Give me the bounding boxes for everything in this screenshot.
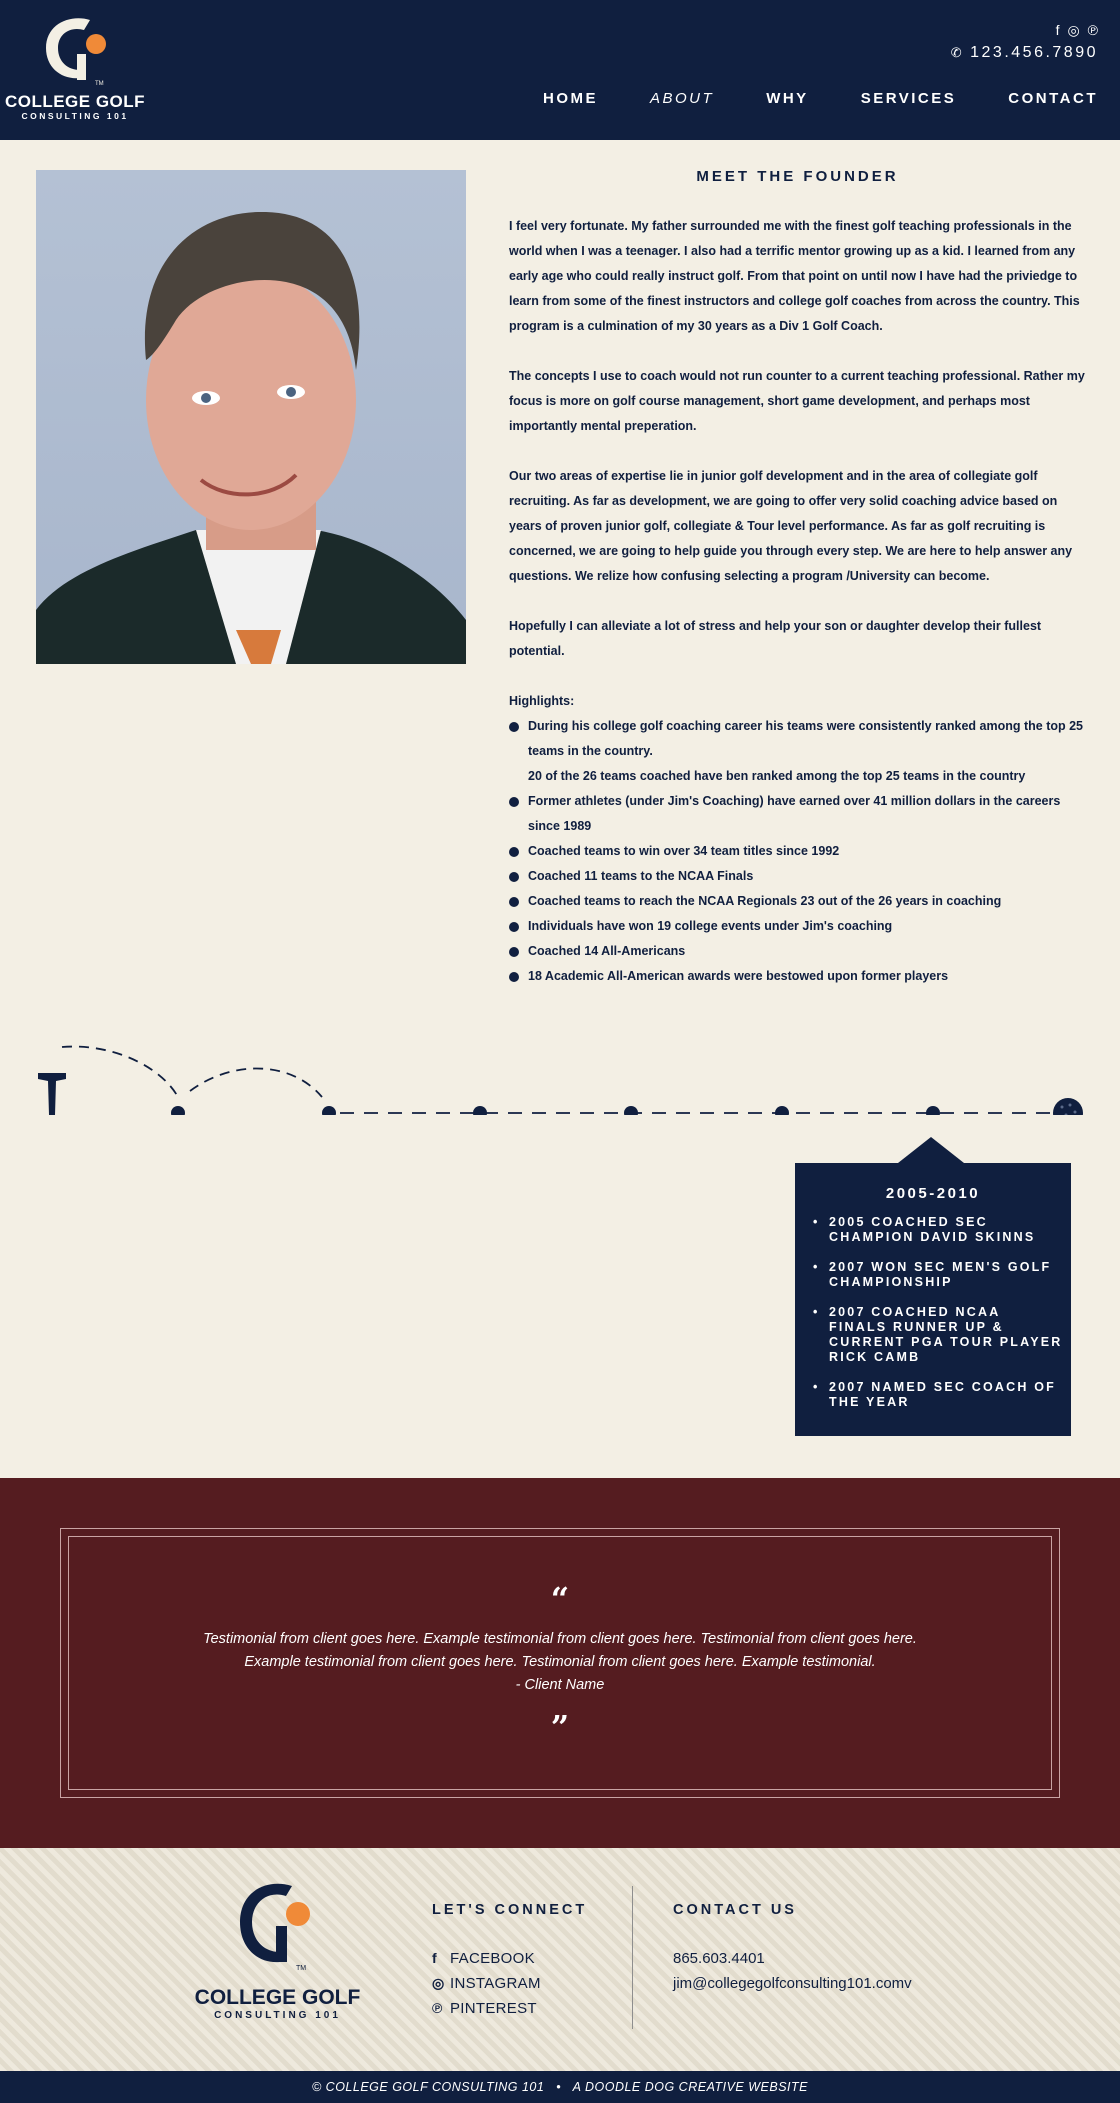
- pinterest-icon[interactable]: ℗: [1087, 22, 1098, 38]
- highlight-item: [509, 964, 1089, 989]
- bullet-icon: [509, 947, 519, 957]
- site-footer: [0, 1848, 1120, 2071]
- site-header: [0, 0, 1120, 140]
- instagram-icon[interactable]: ◎: [1067, 22, 1080, 38]
- nav-home[interactable]: HOME: [543, 90, 598, 107]
- contact-us-heading: CONTACT US: [673, 1902, 797, 1918]
- separator: •: [556, 2080, 562, 2094]
- highlights-list: [509, 714, 1089, 989]
- founder-section-title: MEET THE FOUNDER: [696, 168, 899, 185]
- bio-paragraph: The concepts I use to coach would not run counter to a current teaching professional. Rather my focus is more on golf course management, short game development, and perhaps most importantly mental preperation.: [509, 369, 1085, 433]
- lets-connect-heading: LET'S CONNECT: [432, 1902, 588, 1918]
- timeline-achievement: • 2007 NAMED SEC COACH OF THE YEAR: [813, 1380, 1063, 1410]
- timeline-dot: [322, 1106, 336, 1115]
- testimonial-section: [0, 1478, 1120, 1848]
- footer-divider: [632, 1886, 633, 2029]
- footer-logo-icon[interactable]: [236, 1878, 322, 1970]
- facebook-icon[interactable]: f: [1055, 22, 1060, 38]
- highlight-item: [509, 789, 1089, 839]
- footer-pinterest-link[interactable]: [432, 2000, 537, 2017]
- close-quote-icon: ”: [550, 1708, 570, 1746]
- footer-link-label: FACEBOOK: [450, 1950, 535, 1967]
- bullet-icon: [509, 872, 519, 882]
- footer-link-label: PINTEREST: [450, 2000, 537, 2017]
- founder-photo: [36, 170, 466, 664]
- testimonial-body: Testimonial from client goes here. Example testimonial from client goes here. Testimonial from client goes here. Example testimonial from client goes here. Testimonial from client goes here. Example testimonial.: [203, 1631, 917, 1670]
- testimonial-text: [180, 1628, 940, 1697]
- golf-ball-icon: [1053, 1098, 1083, 1115]
- highlight-text: Coached teams to reach the NCAA Regionals 23 out of the 26 years in coaching: [528, 894, 1002, 908]
- timeline-achievements: [813, 1215, 1063, 1425]
- career-timeline: [0, 1035, 1120, 1115]
- header-social-icons: [1056, 22, 1098, 38]
- bullet-icon: [509, 922, 519, 932]
- bullet-icon: [509, 972, 519, 982]
- nav-contact[interactable]: CONTACT: [1008, 90, 1098, 107]
- highlight-item: [509, 939, 1089, 964]
- founder-bio: [509, 214, 1089, 989]
- bio-paragraph: Our two areas of expertise lie in junior golf development and in the area of collegiate golf recruiting. As far as development, we are going to offer very solid coaching advice based on years of proven junior golf, collegiate & Tour level performance. As far as golf recruiting is concerned, we are going to help guide you through every step. We are here to help answer any questions. We relize how confusing selecting a program /University can become.: [509, 469, 1073, 583]
- testimonial-client: - Client Name: [515, 1677, 605, 1693]
- phone-icon: ✆: [950, 45, 965, 60]
- bio-paragraph: I feel very fortunate. My father surrounded me with the finest golf teaching professionals in the world when I was a teenager. I also had a terrific mentor growing up as a kid. I learned from any early age who could really instruct golf. From that point on until now I have had the priviedge to learn from some of the finest instructors and college golf coaches from across the country. This program is a culmination of my 30 years as a Div 1 Golf Coach.: [509, 219, 1080, 333]
- nav-about[interactable]: ABOUT: [650, 90, 715, 107]
- highlight-text: Coached 14 All-Americans: [528, 944, 686, 958]
- timeline-dot: [171, 1106, 185, 1115]
- logo-text-secondary: CONSULTING 101: [21, 111, 129, 121]
- main-nav: [491, 90, 1120, 107]
- footer-link-label: INSTAGRAM: [450, 1975, 541, 1992]
- highlight-text: Coached 11 teams to the NCAA Finals: [528, 869, 754, 883]
- footer-phone[interactable]: 865.603.4401: [673, 1950, 765, 1967]
- highlight-item: [509, 864, 1089, 889]
- timeline-achievement: • 2007 WON SEC MEN'S GOLF CHAMPIONSHIP: [813, 1260, 1063, 1290]
- bio-paragraph: Hopefully I can alleviate a lot of stress and help your son or daughter develop their fullest potential.: [509, 619, 1042, 658]
- timeline-year-range: 2005-2010: [885, 1185, 981, 1202]
- footer-logo-text-secondary: CONSULTING 101: [214, 2010, 341, 2021]
- header-phone-number: 123.456.7890: [970, 44, 1098, 61]
- nav-why[interactable]: WHY: [766, 90, 809, 107]
- header-phone[interactable]: [951, 44, 1098, 62]
- bullet-icon: [509, 897, 519, 907]
- bullet-icon: [509, 847, 519, 857]
- highlight-subtext: 20 of the 26 teams coached have ben ranked among the top 25 teams in the country: [528, 769, 1026, 783]
- timeline-dot: [624, 1106, 638, 1115]
- svg-text:TM: TM: [95, 81, 104, 86]
- highlight-item: [509, 839, 1089, 864]
- timeline-dot: [473, 1106, 487, 1115]
- footer-email[interactable]: jim@collegegolfconsulting101.comv: [673, 1975, 912, 1992]
- highlight-text: Former athletes (under Jim's Coaching) have earned over 41 million dollars in the careers since 1989: [528, 794, 1061, 833]
- highlight-item: [509, 714, 1089, 789]
- timeline-dot: [775, 1106, 789, 1115]
- highlight-text: Individuals have won 19 college events under Jim's coaching: [528, 919, 893, 933]
- highlight-text: Coached teams to win over 34 team titles since 1992: [528, 844, 840, 858]
- credit-link[interactable]: A DOODLE DOG CREATIVE WEBSITE: [572, 2080, 808, 2094]
- bottom-bar: [0, 2071, 1120, 2103]
- highlights-label: Highlights:: [509, 694, 575, 708]
- golf-tee-icon: [38, 1073, 66, 1115]
- open-quote-icon: “: [550, 1580, 570, 1618]
- footer-logo-text-primary: COLLEGE GOLF: [194, 1986, 361, 2009]
- svg-text:TM: TM: [296, 1965, 307, 1970]
- bullet-icon: [509, 722, 519, 732]
- college-golf-logo-icon[interactable]: [40, 14, 120, 86]
- pinterest-icon: ℗: [432, 2000, 443, 2016]
- instagram-icon: ◎: [432, 1975, 445, 1991]
- facebook-icon: f: [432, 1950, 437, 1966]
- timeline-detail-box: [795, 1163, 1071, 1436]
- copyright-text: © COLLEGE GOLF CONSULTING 101: [312, 2080, 545, 2094]
- timeline-achievement: • 2005 COACHED SEC CHAMPION DAVID SKINNS: [813, 1215, 1063, 1245]
- highlight-item: [509, 889, 1089, 914]
- nav-services[interactable]: SERVICES: [860, 90, 957, 107]
- logo-text-primary: COLLEGE GOLF: [4, 92, 146, 111]
- highlight-text: During his college golf coaching career his teams were consistently ranked among the top 25 teams in the country.: [528, 719, 1084, 758]
- highlight-text: 18 Academic All-American awards were bestowed upon former players: [528, 969, 949, 983]
- timeline-box-pointer: [898, 1137, 964, 1163]
- founder-portrait-image: [36, 170, 466, 664]
- timeline-achievement: • 2007 COACHED NCAA FINALS RUNNER UP & CURRENT PGA TOUR PLAYER RICK CAMB: [813, 1305, 1063, 1365]
- footer-facebook-link[interactable]: [432, 1950, 535, 1967]
- footer-instagram-link[interactable]: [432, 1975, 541, 1992]
- bullet-icon: [509, 797, 519, 807]
- highlight-item: [509, 914, 1089, 939]
- timeline-dot: [926, 1106, 940, 1115]
